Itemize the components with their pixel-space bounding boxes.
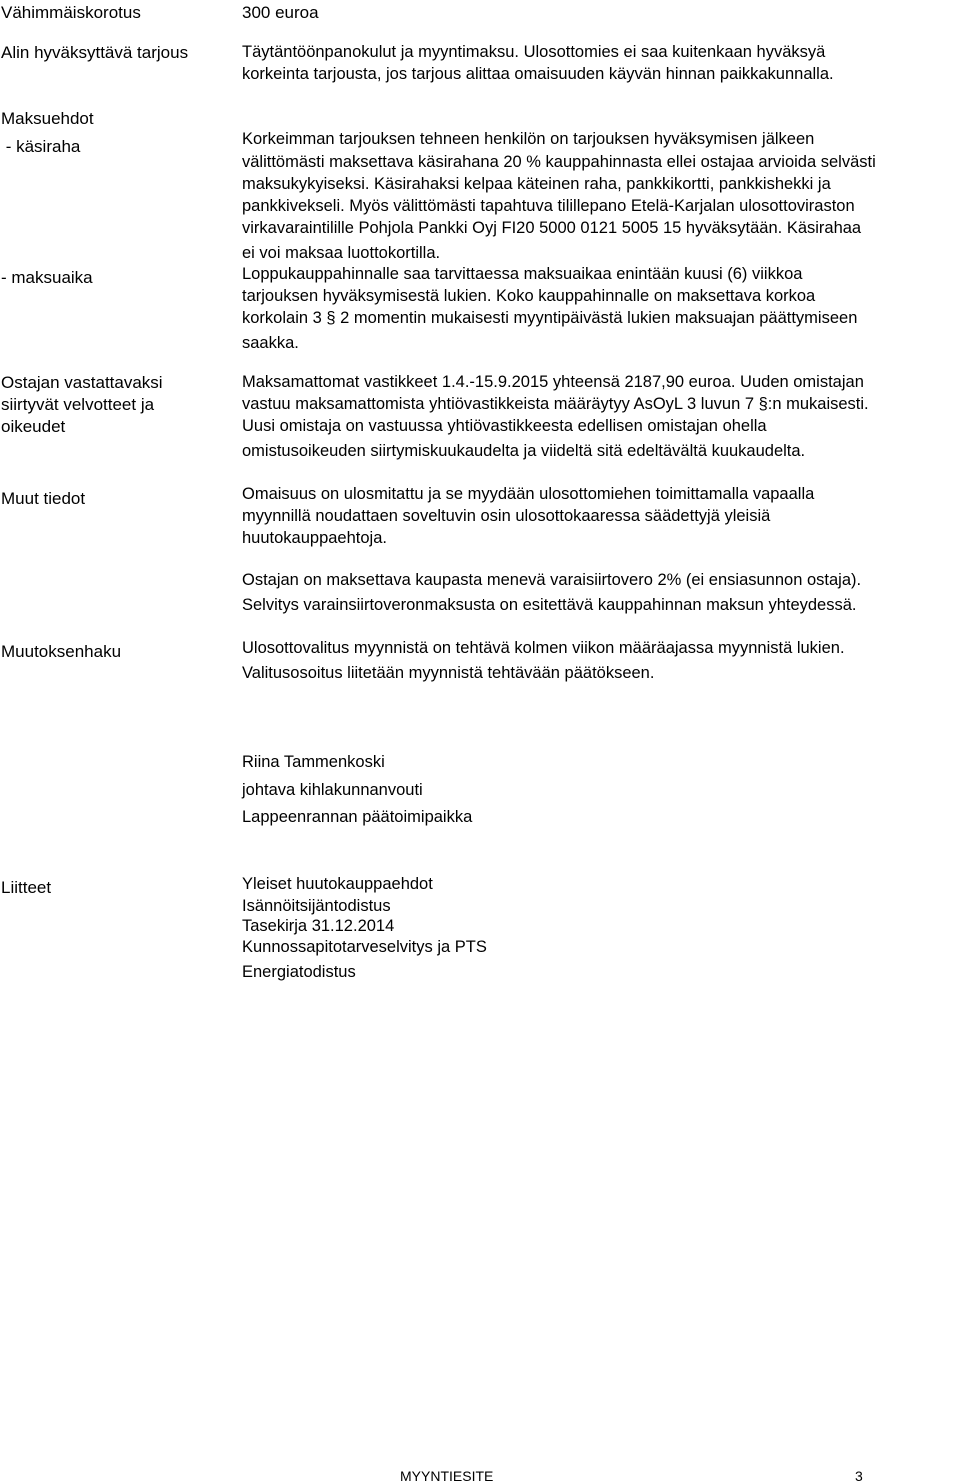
label-lowest-acceptable-offer: Alin hyväksyttävä tarjous bbox=[1, 43, 189, 62]
buyer-line: omistusoikeuden siirtymiskuukaudelta ja viideltä sitä edeltävältä kuukaudelta. bbox=[242, 442, 806, 460]
buyer-line: Maksamattomat vastikkeet 1.4.-15.9.2015 yhteensä 2187,90 euroa. Uuden omistajan bbox=[242, 373, 864, 391]
lowest-offer-line: korkeinta tarjousta, jos tarjous alittaa omaisuuden käyvän hinnan paikkakunnalla. bbox=[242, 65, 834, 83]
footer-page-number: 3 bbox=[855, 1468, 863, 1484]
lowest-offer-line: Täytäntöönpanokulut ja myyntimaksu. Ulosottomies ei saa kuitenkaan hyväksyä bbox=[242, 43, 826, 61]
label-payment-terms: Maksuehdot bbox=[1, 109, 94, 128]
label-buyer-liabilities-3: oikeudet bbox=[1, 417, 66, 436]
tax-line: Ostajan on maksettava kaupasta menevä varaisiirtovero 2% (ei ensiasunnon ostaja). bbox=[242, 571, 862, 589]
appeal-line: Valitusosoitus liitetään myynnistä tehtävään päätökseen. bbox=[242, 664, 655, 682]
attachment-item: Yleiset huutokauppaehdot bbox=[242, 875, 433, 893]
other-info-line: myynnillä noudattaen soveltuvin osin ulosottokaaressa säädettyjä yleisiä bbox=[242, 507, 771, 525]
tax-line: Selvitys varainsiirtoveronmaksusta on esitettävä kauppahinnan maksun yhteydessä. bbox=[242, 596, 857, 614]
payment-time-line: Loppukauppahinnalle saa tarvittaessa maksuaikaa enintään kuusi (6) viikkoa bbox=[242, 265, 803, 283]
down-payment-line: maksukykyiseksi. Käsirahaksi kelpaa käteinen raha, pankkikortti, pankkishekki ja bbox=[242, 175, 831, 193]
down-payment-line: pankkivekseli. Myös välittömästi tapahtuva tilillepano Etelä-Karjalan ulosottoviraston bbox=[242, 197, 855, 215]
label-attachments: Liitteet bbox=[1, 878, 52, 897]
label-appeal: Muutoksenhaku bbox=[1, 642, 122, 661]
down-payment-line: ei voi maksaa luottokortilla. bbox=[242, 244, 441, 262]
buyer-line: Uusi omistaja on vastuussa yhtiövastikkeesta edellisen omistajan ohella bbox=[242, 417, 767, 435]
signature-title: johtava kihlakunnanvouti bbox=[242, 781, 423, 799]
attachment-item: Energiatodistus bbox=[242, 963, 356, 981]
buyer-line: vastuu maksamattomista yhtiövastikkeista määräytyy AsOyL 3 luvun 7 §:n mukaisesti. bbox=[242, 395, 869, 413]
down-payment-line: virkavaraintilille Pohjola Pankki Oyj FI20 5000 0121 5005 15 hyväksytään. Käsirahaa bbox=[242, 219, 862, 237]
footer-doc-name: MYYNTIESITE bbox=[400, 1468, 494, 1484]
down-payment-line: välittömästi maksettava käsirahana 20 % kauppahinnasta ellei ostajaa arvioida selvästi bbox=[242, 153, 876, 171]
attachment-item: Isännöitsijäntodistus bbox=[242, 897, 391, 915]
minimum-raise-value: 300 euroa bbox=[242, 3, 319, 22]
other-info-line: Omaisuus on ulosmitattu ja se myydään ulosottomiehen toimittamalla vapaalla bbox=[242, 485, 815, 503]
label-down-payment: - käsiraha bbox=[1, 137, 81, 156]
other-info-line: huutokauppaehtoja. bbox=[242, 529, 387, 547]
label-other-info: Muut tiedot bbox=[1, 489, 86, 508]
label-buyer-liabilities-1: Ostajan vastattavaksi bbox=[1, 373, 163, 392]
label-minimum-raise: Vähimmäiskorotus bbox=[1, 3, 141, 22]
payment-time-line: korkolain 3 § 2 momentin mukaisesti myyntipäivästä lukien maksuajan päättymiseen bbox=[242, 309, 858, 327]
signature-office: Lappeenrannan päätoimipaikka bbox=[242, 808, 473, 826]
label-payment-time: - maksuaika bbox=[1, 268, 93, 287]
attachment-item: Kunnossapitotarveselvitys ja PTS bbox=[242, 938, 487, 956]
down-payment-line: Korkeimman tarjouksen tehneen henkilön on tarjouksen hyväksymisen jälkeen bbox=[242, 130, 815, 148]
appeal-line: Ulosottovalitus myynnistä on tehtävä kolmen viikon määräajassa myynnistä lukien. bbox=[242, 639, 845, 657]
payment-time-line: tarjouksen hyväksymisestä lukien. Koko kauppahinnalle on maksettava korkoa bbox=[242, 287, 816, 305]
signature-name: Riina Tammenkoski bbox=[242, 753, 385, 771]
attachment-item: Tasekirja 31.12.2014 bbox=[242, 917, 395, 935]
label-buyer-liabilities-2: siirtyvät velvotteet ja bbox=[1, 395, 155, 414]
payment-time-line: saakka. bbox=[242, 334, 299, 352]
